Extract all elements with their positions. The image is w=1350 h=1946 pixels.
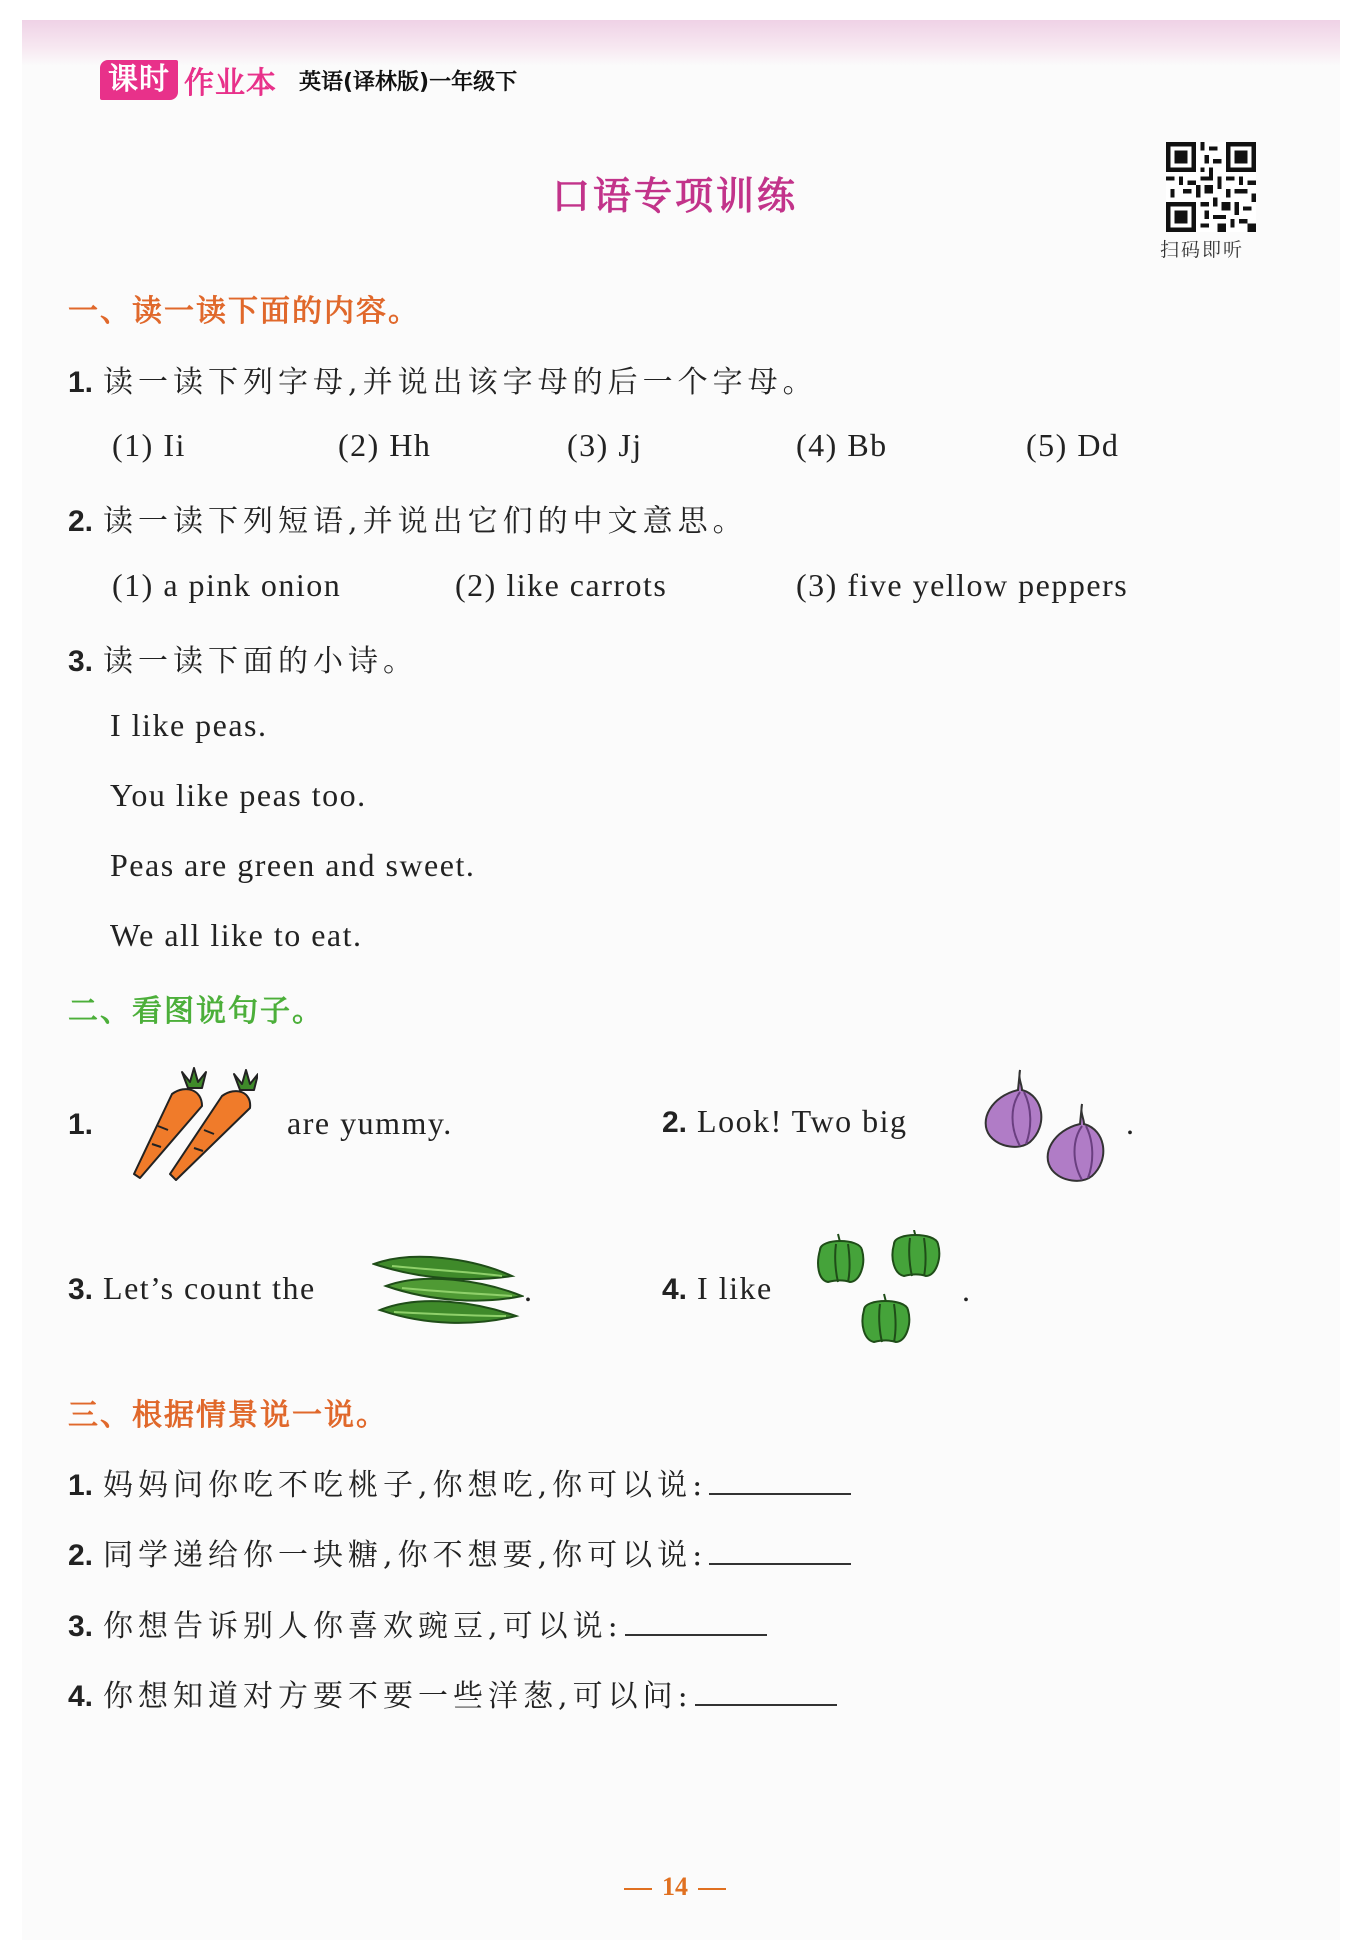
sentence-after: .: [1126, 1105, 1136, 1141]
q-number: 1.: [68, 1469, 94, 1502]
peppers-icon: [814, 1230, 948, 1354]
poem-line: I like peas.: [110, 707, 268, 743]
book-subtitle: 英语(译林版)一年级下: [299, 69, 518, 95]
section3-heading: 三、根据情景说一说。: [68, 1398, 388, 1433]
q-number: 1.: [68, 366, 94, 399]
q-text: 读一读下列字母,并说出该字母的后一个字母。: [103, 365, 818, 400]
carrots-icon: [128, 1066, 258, 1182]
onions-icon: [980, 1066, 1116, 1188]
section2-item-4: [662, 1270, 773, 1307]
q-text: 读一读下面的小诗。: [103, 644, 419, 679]
q-number: 2.: [68, 505, 94, 538]
q-number: 2.: [662, 1106, 688, 1139]
q-number: 3.: [68, 645, 94, 678]
section3-item-3: [68, 1601, 767, 1645]
section3-item-2: [68, 1530, 851, 1574]
answer-blank[interactable]: [709, 1465, 851, 1495]
sentence-after: are yummy.: [287, 1105, 453, 1141]
section2-item-2: [662, 1103, 907, 1140]
section1-q1: [68, 357, 818, 401]
poem-line: You like peas too.: [110, 777, 367, 813]
header-brand: [100, 60, 517, 100]
section2-item-1: [68, 1105, 103, 1142]
letter-item: (4) Bb: [796, 427, 888, 463]
section2-item-3: [68, 1270, 316, 1307]
q-number: 3.: [68, 1273, 94, 1306]
q-text: 同学递给你一块糖,你不想要,你可以说:: [103, 1538, 708, 1573]
series-name: 作业本: [184, 66, 277, 101]
letter-item: (5) Dd: [1026, 427, 1120, 463]
sentence-before: Let’s count the: [103, 1270, 316, 1306]
answer-blank[interactable]: [709, 1535, 851, 1565]
q-number: 4.: [68, 1680, 94, 1713]
sentence-before: I like: [697, 1270, 773, 1306]
q-number: 2.: [68, 1539, 94, 1572]
answer-blank[interactable]: [695, 1676, 837, 1706]
section1-heading: 一、读一读下面的内容。: [68, 294, 420, 329]
phrase-item: (2) like carrots: [455, 567, 668, 603]
q-text: 你想告诉别人你喜欢豌豆,可以说:: [103, 1609, 623, 1644]
sentence-before: Look! Two big: [697, 1103, 908, 1139]
section2-heading: 二、看图说句子。: [68, 994, 324, 1029]
page-number-dash: [624, 1888, 652, 1890]
page-number: [0, 1872, 1350, 1902]
page-number-dash: [698, 1888, 726, 1890]
answer-blank[interactable]: [625, 1606, 767, 1636]
poem-line: Peas are green and sweet.: [110, 847, 476, 883]
q-text: 妈妈问你吃不吃桃子,你想吃,你可以说:: [103, 1468, 708, 1503]
section1-q2: [68, 496, 748, 540]
section1-q3: [68, 636, 418, 680]
brand-logo: 课时: [100, 60, 178, 100]
letter-item: (3) Jj: [567, 427, 643, 463]
phrase-item: (1) a pink onion: [112, 567, 342, 603]
q-number: 4.: [662, 1273, 688, 1306]
q-number: 3.: [68, 1610, 94, 1643]
sentence-after: .: [524, 1272, 534, 1308]
qr-caption: 扫码即听: [1160, 239, 1245, 261]
page-number-value: 14: [662, 1872, 688, 1901]
sentence-after: .: [962, 1272, 972, 1308]
phrase-item: (3) five yellow peppers: [796, 567, 1129, 603]
q-number: 1.: [68, 1108, 94, 1141]
poem-line: We all like to eat.: [110, 917, 363, 953]
section3-item-4: [68, 1671, 837, 1715]
peas-icon: [372, 1252, 524, 1332]
section3-item-1: [68, 1460, 851, 1504]
letter-item: (1) Ii: [112, 427, 186, 463]
page-title: 口语专项训练: [551, 174, 798, 218]
qr-code-icon[interactable]: [1166, 142, 1256, 232]
q-text: 你想知道对方要不要一些洋葱,可以问:: [103, 1679, 693, 1714]
q-text: 读一读下列短语,并说出它们的中文意思。: [103, 504, 748, 539]
letter-item: (2) Hh: [338, 427, 432, 463]
